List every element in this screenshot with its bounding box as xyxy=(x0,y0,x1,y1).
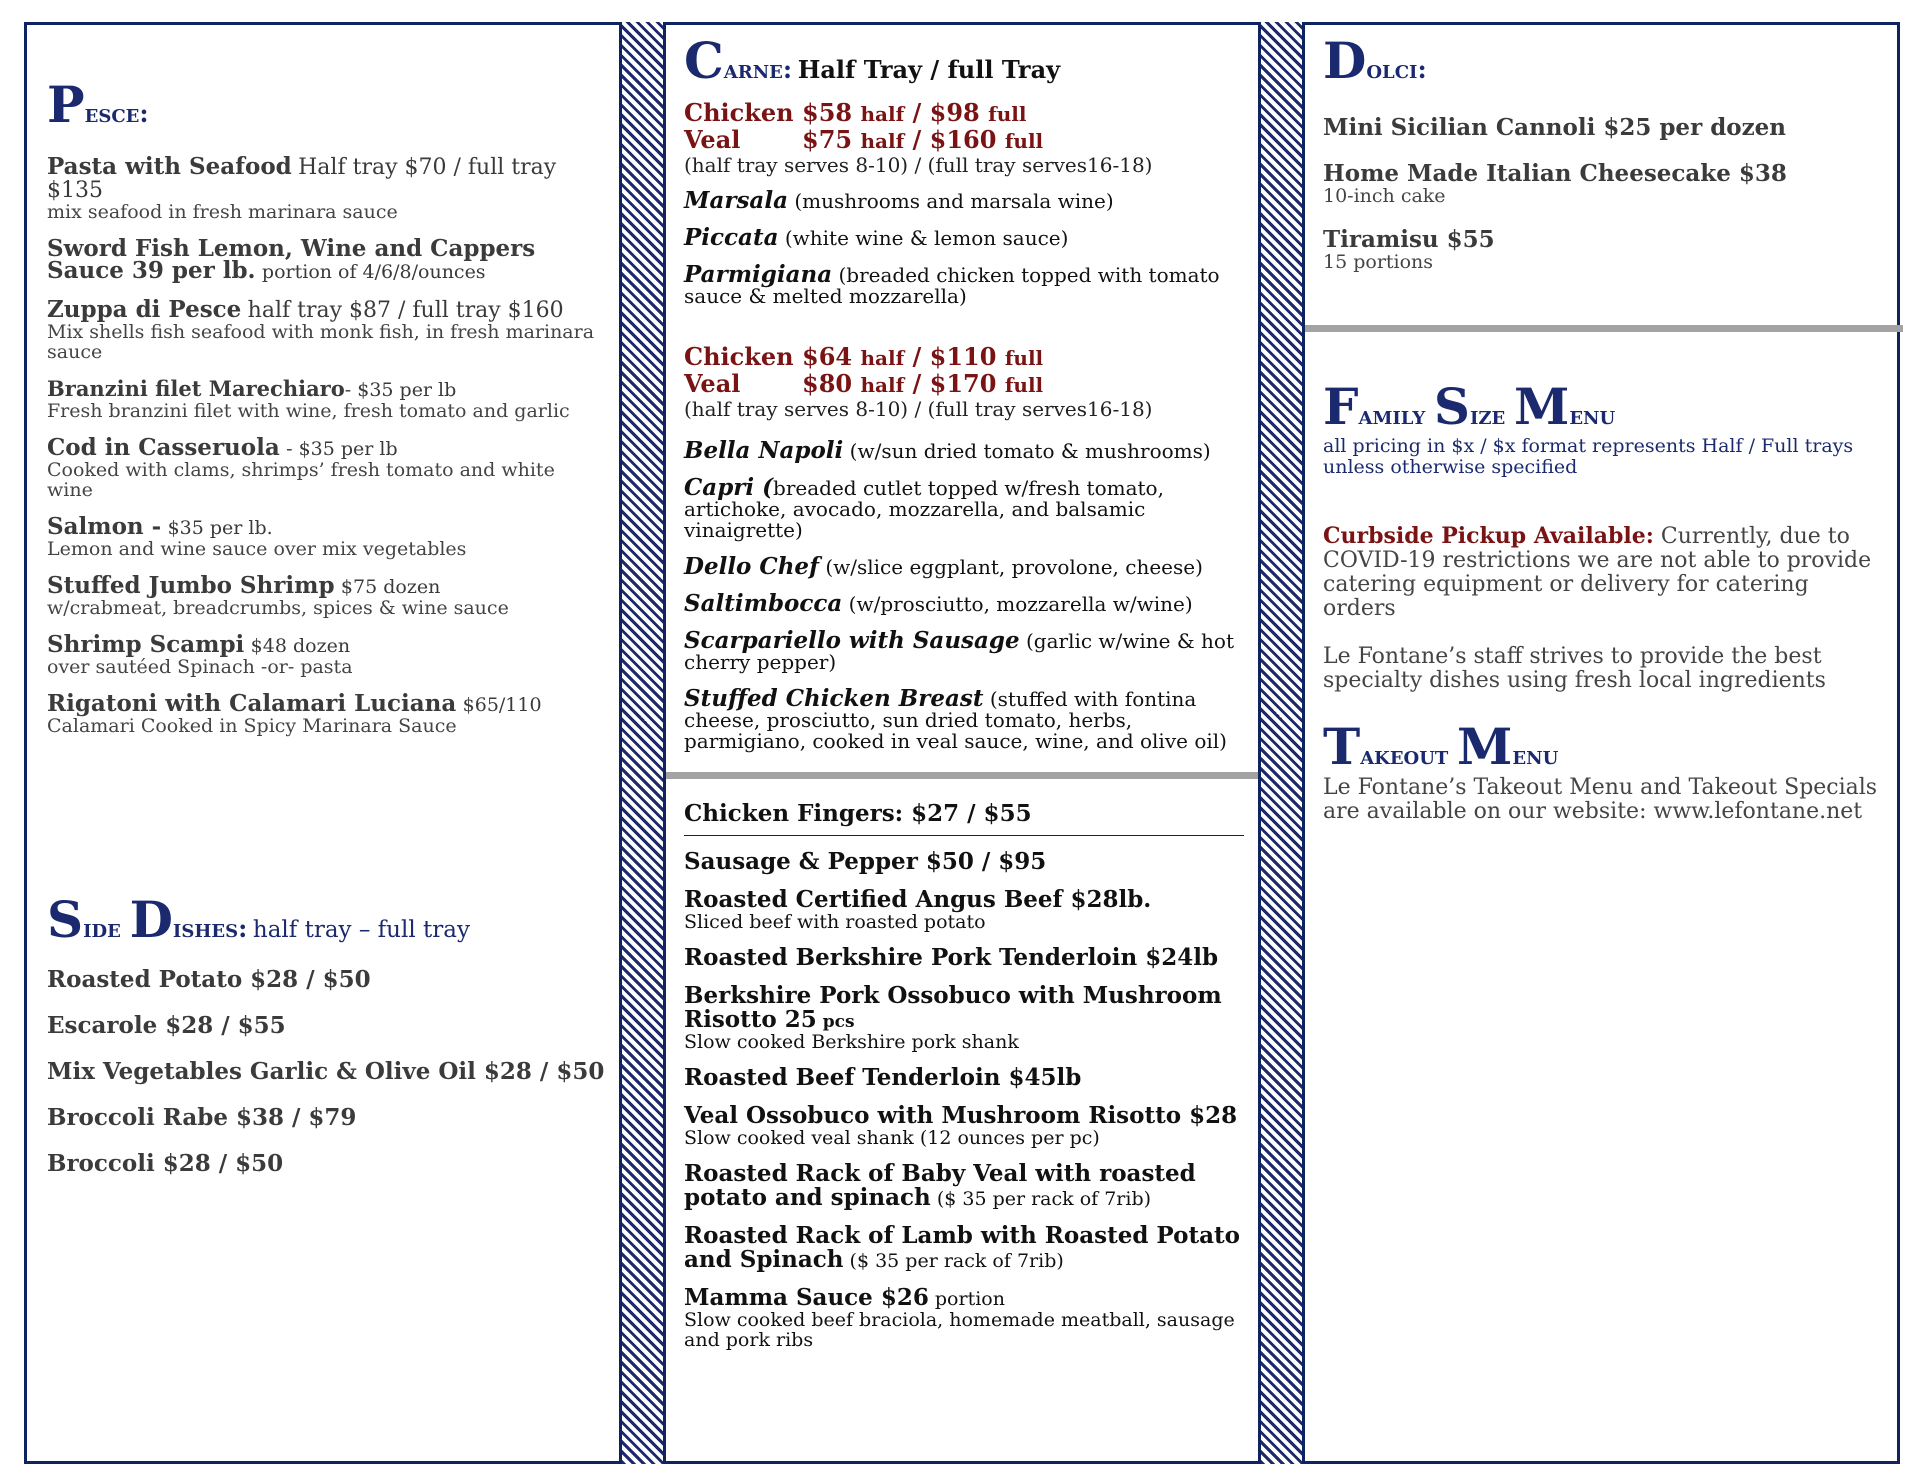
meat-item xyxy=(684,1224,1244,1272)
item-name: Rigatoni with Calamari Luciana xyxy=(47,690,457,717)
carne-heading xyxy=(684,31,1244,90)
heading-subtitle: Half Tray / full Tray xyxy=(797,55,1061,84)
dish-description: breaded cutlet topped w/fresh tomato, artichoke, avocado, mozzarella, and balsamic vinaigrette) xyxy=(684,476,1164,542)
pesce-item xyxy=(47,235,601,284)
meat-item xyxy=(684,984,1244,1052)
pesce-list xyxy=(47,153,601,737)
price-row-chicken xyxy=(684,100,1244,127)
carne-dish xyxy=(684,553,1244,580)
dish-description: (white wine & lemon sauce) xyxy=(784,226,1069,250)
pesce-item xyxy=(47,296,601,363)
item-name: Zuppa di Pesce xyxy=(47,296,242,323)
full-label: full xyxy=(988,102,1027,126)
pesce-item xyxy=(47,153,601,223)
carne-dish xyxy=(684,590,1244,617)
heading-initial: P xyxy=(47,75,85,134)
dolce-description: 15 portions xyxy=(1323,251,1434,273)
price-label: Veal xyxy=(684,369,741,398)
side-dish-item: Roasted Potato $28 / $50 xyxy=(47,966,371,993)
meat-item xyxy=(684,1066,1244,1090)
side-dishes-section xyxy=(47,890,607,1197)
side-dish-item: Mix Vegetables Garlic & Olive Oil $28 / $50 xyxy=(47,1058,605,1085)
half-price: $58 xyxy=(802,98,853,127)
price-label: Chicken xyxy=(684,342,794,371)
heading-text: enu xyxy=(1569,401,1616,430)
section-divider xyxy=(1305,325,1903,332)
dish-description: (w/slice eggplant, provolone, cheese) xyxy=(825,555,1203,579)
item-description: Calamari Cooked in Spicy Marinara Sauce xyxy=(47,715,457,737)
item-description: Fresh branzini filet with wine, fresh tomato and garlic xyxy=(47,400,570,422)
half-price: $64 xyxy=(802,342,853,371)
price-row-chicken xyxy=(684,344,1244,371)
item-price: - $35 per lb xyxy=(286,438,398,460)
family-size-section xyxy=(1323,377,1883,848)
item-name: Branzini filet Marechiaro xyxy=(47,376,345,401)
item-price: $65/110 xyxy=(462,694,542,716)
heading-initial: T xyxy=(1323,717,1361,776)
item-price: $35 per lb. xyxy=(167,517,273,539)
item-price: $48 dozen xyxy=(250,635,351,657)
heading-initial: S xyxy=(47,890,84,949)
meat-price-note: ($ 35 per rack of 7rib) xyxy=(849,1250,1064,1272)
meat-description: Slow cooked veal shank (12 ounces per pc) xyxy=(684,1127,1100,1149)
heading-text: enu xyxy=(1512,741,1559,770)
meat-name: Roasted Rack of Lamb with Roasted Potato and Spinach xyxy=(684,1222,1240,1273)
heading-text: amily xyxy=(1358,401,1434,430)
dish-description: (w/prosciutto, mozzarella w/wine) xyxy=(848,592,1193,616)
item-name: Pasta with Seafood xyxy=(47,153,292,180)
serves-note: (half tray serves 8-10) / (full tray serves16-18) xyxy=(684,397,1153,421)
dolci-heading xyxy=(1323,31,1883,90)
side-dishes-heading xyxy=(47,890,607,949)
dish-description: (stuffed with fontina cheese, prosciutto, sun dried tomato, herbs, parmigiano, cooked in veal sauce, wine, and olive oil) xyxy=(684,687,1227,753)
heading-initial: F xyxy=(1323,377,1359,436)
price-label: Veal xyxy=(684,125,741,154)
carne-dish xyxy=(684,627,1244,674)
pesce-item xyxy=(47,378,601,421)
pesce-heading xyxy=(47,75,601,134)
side-dish-item: Escarole $28 / $55 xyxy=(47,1012,286,1039)
heading-text: arne: xyxy=(723,55,793,84)
side-dish-item: Broccoli Rabe $38 / $79 xyxy=(47,1104,357,1131)
meat-name: Sausage & Pepper $50 / $95 xyxy=(684,848,1047,875)
dish-name: Stuffed Chicken Breast xyxy=(684,685,984,712)
meat-price-note: portion xyxy=(934,1288,1005,1310)
heading-initial: S xyxy=(1433,377,1470,436)
chicken-fingers-title: Chicken Fingers: $27 / $55 xyxy=(684,800,1244,836)
item-price: $75 dozen xyxy=(340,576,441,598)
meat-item xyxy=(684,1162,1244,1210)
family-size-heading xyxy=(1323,377,1883,436)
meat-name: Veal Ossobuco with Mushroom Risotto $28 xyxy=(684,1102,1238,1129)
item-price: half tray $87 / full tray $160 xyxy=(247,298,564,323)
dolce-item xyxy=(1323,228,1883,272)
dish-name: Piccata xyxy=(684,224,779,251)
meat-item xyxy=(684,946,1244,970)
dolci-section xyxy=(1323,31,1883,294)
carne-dish xyxy=(684,187,1244,214)
meat-description: Sliced beef with roasted potato xyxy=(684,911,986,933)
heading-text: olci: xyxy=(1366,55,1427,84)
meat-price-note: ($ 35 per rack of 7rib) xyxy=(936,1188,1152,1210)
heading-text: akeout xyxy=(1360,741,1458,770)
meat-item xyxy=(684,1104,1244,1148)
half-label: half xyxy=(860,102,905,126)
item-name: Salmon - xyxy=(47,513,162,540)
heading-initial: M xyxy=(1513,377,1570,436)
item-name: Cod in Casseruola xyxy=(47,434,280,461)
item-description: Cooked with clams, shrimps’ fresh tomato and white wine xyxy=(47,459,555,501)
meat-name: Roasted Certified Angus Beef $28lb. xyxy=(684,886,1152,913)
serves-note: (half tray serves 8-10) / (full tray serves16-18) xyxy=(684,153,1153,177)
side-dish-item: Broccoli $28 / $50 xyxy=(47,1150,284,1177)
dish-description: (w/sun dried tomato & mushrooms) xyxy=(849,439,1211,463)
dish-name: Saltimbocca xyxy=(684,590,843,617)
curbside-label: Curbside Pickup Available: xyxy=(1323,523,1654,549)
heading-text: ize xyxy=(1469,401,1514,430)
dish-name: Parmigiana xyxy=(684,261,833,288)
item-description: Lemon and wine sauce over mix vegetables xyxy=(47,538,467,560)
item-price: - $35 per lb xyxy=(344,379,457,401)
dolce-name: Home Made Italian Cheesecake $38 xyxy=(1323,160,1787,187)
dish-name: Marsala xyxy=(684,187,788,214)
heading-text: ide xyxy=(83,914,130,943)
full-price: / $170 xyxy=(912,369,997,398)
full-price: / $160 xyxy=(912,125,997,154)
dish-name: Bella Napoli xyxy=(684,437,844,464)
meats-section xyxy=(684,800,1244,1364)
meat-name: Roasted Beef Tenderloin $45lb xyxy=(684,1064,1082,1091)
meat-description: Slow cooked beef braciola, homemade meatball, sausage and pork ribs xyxy=(684,1309,1235,1351)
carne-dish xyxy=(684,437,1244,464)
takeout-heading xyxy=(1323,717,1883,776)
price-row-veal xyxy=(684,127,1244,154)
meat-unit: pcs xyxy=(822,1012,855,1032)
full-label: full xyxy=(1004,346,1044,370)
carne-panel xyxy=(663,22,1261,1464)
dolce-name: Tiramisu $55 xyxy=(1323,226,1495,253)
heading-initial: C xyxy=(684,31,724,90)
item-price: portion of 4/6/8/ounces xyxy=(261,261,486,283)
dolce-name: Mini Sicilian Cannoli $25 per dozen xyxy=(1323,114,1787,141)
curbside-text: Currently, due to COVID-19 restrictions we are not able to provide catering equipment or delivery for catering orders xyxy=(1323,524,1872,621)
meat-item xyxy=(684,888,1244,932)
price-row-veal xyxy=(684,371,1244,398)
pesce-item xyxy=(47,690,601,737)
heading-initial: D xyxy=(1323,31,1367,90)
dish-description: (mushrooms and marsala wine) xyxy=(794,189,1114,213)
meat-name: Roasted Rack of Baby Veal with roasted potato and spinach xyxy=(684,1160,1196,1211)
dolce-item xyxy=(1323,162,1883,206)
meat-name: Roasted Berkshire Pork Tenderloin $24lb xyxy=(684,944,1219,971)
pesce-item xyxy=(47,513,601,560)
heading-initial: D xyxy=(129,890,173,949)
item-description: over sautéed Spinach -or- pasta xyxy=(47,656,353,678)
pesce-item xyxy=(47,631,601,678)
half-label: half xyxy=(860,346,905,370)
dolci-family-panel xyxy=(1302,22,1900,1464)
carne-dish xyxy=(684,474,1244,542)
half-price: $80 xyxy=(802,369,853,398)
half-label: half xyxy=(860,373,905,397)
side-dishes-note: half tray – full tray xyxy=(252,917,470,943)
full-label: full xyxy=(1004,373,1044,397)
item-name: Sword Fish Lemon, Wine and Cappers Sauce 39 per lb. xyxy=(47,235,536,284)
pricing-note: all pricing in $x / $x format represents Half / Full trays unless otherwise specified xyxy=(1323,435,1854,478)
pesce-item xyxy=(47,434,601,501)
heading-initial: M xyxy=(1457,717,1513,776)
meat-name: Berkshire Pork Ossobuco with Mushroom Risotto 25 xyxy=(684,982,1222,1033)
item-price: Half tray $70 / full tray $135 xyxy=(47,155,557,203)
meat-item xyxy=(684,850,1244,874)
dish-name: Dello Chef xyxy=(684,553,819,580)
dish-description: (garlic w/wine & hot cherry pepper) xyxy=(684,629,1234,674)
heading-text: esce: xyxy=(84,99,149,128)
full-price: / $110 xyxy=(912,342,997,371)
dish-description: (breaded chicken topped with tomato sauce & melted mozzarella) xyxy=(684,263,1220,308)
dish-name: Capri ( xyxy=(684,474,774,501)
meat-description: Slow cooked Berkshire pork shank xyxy=(684,1031,1019,1053)
pesce-panel xyxy=(24,22,622,1464)
curbside-notice xyxy=(1323,524,1883,621)
half-price: $75 xyxy=(802,125,853,154)
dolce-description: 10-inch cake xyxy=(1323,185,1446,207)
meat-item xyxy=(684,1286,1244,1350)
staff-note: Le Fontane’s staff strives to provide the best specialty dishes using fresh local ingredients xyxy=(1323,644,1826,693)
takeout-text: Le Fontane’s Takeout Menu and Takeout Specials are available on our website: www.lefontane.net xyxy=(1323,775,1878,824)
half-label: half xyxy=(860,129,905,153)
full-price: / $98 xyxy=(912,98,980,127)
pesce-item xyxy=(47,572,601,619)
striped-divider-right xyxy=(1261,22,1302,1464)
carne-dish xyxy=(684,224,1244,251)
striped-divider-left xyxy=(622,22,663,1464)
dolce-item xyxy=(1323,116,1883,140)
dish-name: Scarpariello with Sausage xyxy=(684,627,1020,654)
item-description: mix seafood in fresh marinara sauce xyxy=(47,201,398,223)
carne-dish xyxy=(684,261,1244,308)
full-label: full xyxy=(1004,129,1044,153)
item-name: Stuffed Jumbo Shrimp xyxy=(47,572,335,599)
carne-section xyxy=(684,31,1244,767)
heading-text: ishes: xyxy=(172,914,248,943)
price-label: Chicken xyxy=(684,98,794,127)
section-divider xyxy=(666,772,1258,779)
carne-dish xyxy=(684,685,1244,753)
item-description: w/crabmeat, breadcrumbs, spices & wine sauce xyxy=(47,597,509,619)
meat-name: Mamma Sauce $26 xyxy=(684,1284,929,1311)
item-description: Mix shells fish seafood with monk fish, in fresh marinara sauce xyxy=(47,321,595,363)
item-name: Shrimp Scampi xyxy=(47,631,245,658)
